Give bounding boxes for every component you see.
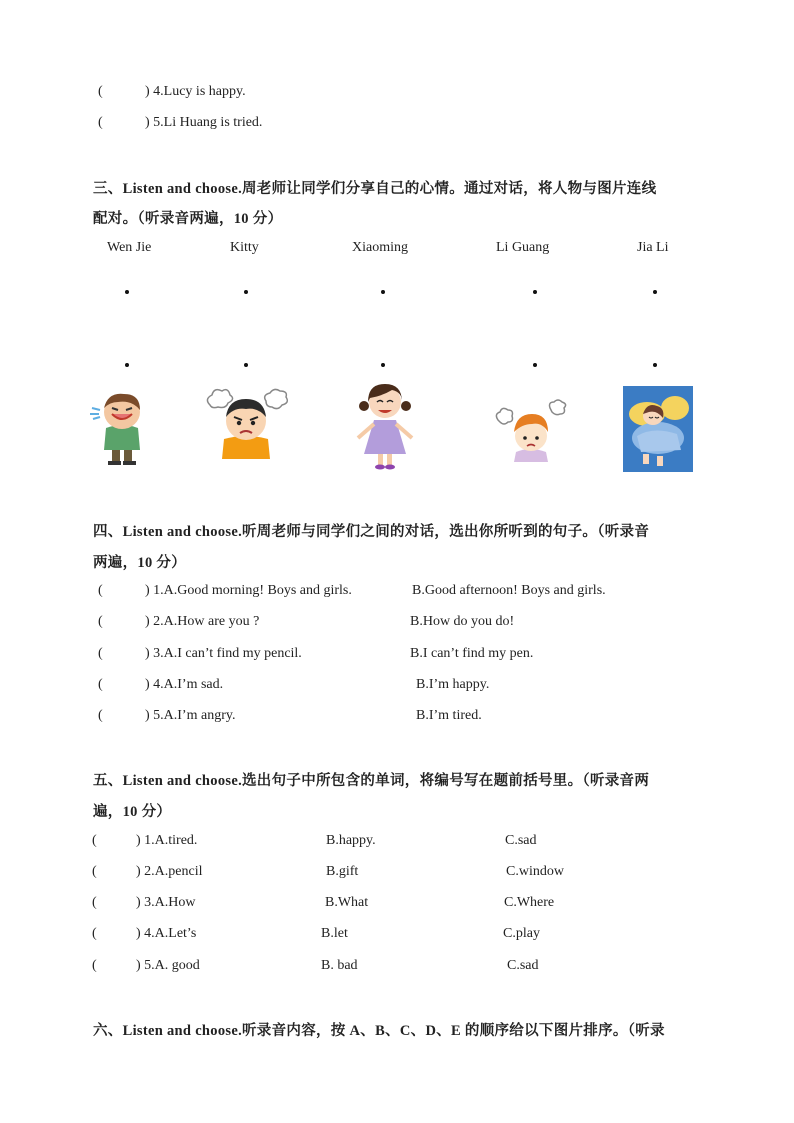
answer-paren-open[interactable]: ( bbox=[98, 84, 103, 99]
option-b: B.What bbox=[325, 895, 369, 910]
option-b: B.Good afternoon! Boys and girls. bbox=[412, 583, 606, 598]
match-dot-bottom[interactable] bbox=[533, 363, 537, 367]
option-a: ) 2.A.How are you ? bbox=[145, 614, 260, 629]
section3-heading-line1: 三、Listen and choose.周老师让同学们分享自己的心情。通过对话，将人物与图片连线 bbox=[93, 181, 657, 197]
option-c: C.sad bbox=[507, 958, 539, 973]
answer-paren-open[interactable]: ( bbox=[92, 926, 97, 941]
answer-paren-open[interactable]: ( bbox=[98, 115, 103, 130]
section4-heading-line1: 四、Listen and choose.听周老师与同学们之间的对话，选出你所听到的句子。（听录音 bbox=[93, 524, 650, 540]
section5-heading-line1: 五、Listen and choose.选出句子中所包含的单词，将编号写在题前括号里。（听录音两 bbox=[93, 773, 650, 789]
name-kitty: Kitty bbox=[230, 240, 259, 255]
answer-paren-open[interactable]: ( bbox=[92, 958, 97, 973]
answer-paren-open[interactable]: ( bbox=[98, 708, 103, 723]
answer-paren-open[interactable]: ( bbox=[92, 895, 97, 910]
question-text: ) 4.Lucy is happy. bbox=[145, 84, 246, 99]
match-dot-top[interactable] bbox=[653, 290, 657, 294]
option-a: ) 3.A.I can’t find my pencil. bbox=[145, 646, 302, 661]
option-a: ) 5.A.I’m angry. bbox=[145, 708, 236, 723]
option-c: C.play bbox=[503, 926, 540, 941]
happy-girl-picture bbox=[352, 380, 418, 470]
crying-boy-picture bbox=[88, 388, 158, 466]
option-a: ) 1.A.tired. bbox=[136, 833, 198, 848]
answer-paren-open[interactable]: ( bbox=[92, 864, 97, 879]
match-dot-top[interactable] bbox=[125, 290, 129, 294]
option-b: B.I can’t find my pen. bbox=[410, 646, 534, 661]
match-dot-bottom[interactable] bbox=[653, 363, 657, 367]
answer-paren-open[interactable]: ( bbox=[98, 646, 103, 661]
angry-boy-picture bbox=[200, 385, 292, 463]
option-c: C.Where bbox=[504, 895, 555, 910]
option-a: ) 4.A.Let’s bbox=[136, 926, 197, 941]
match-dot-top[interactable] bbox=[244, 290, 248, 294]
section3-heading-line2: 配对。（听录音两遍，10 分） bbox=[93, 211, 283, 227]
option-b: B.gift bbox=[326, 864, 359, 879]
name-xiaoming: Xiaoming bbox=[352, 240, 408, 255]
answer-paren-open[interactable]: ( bbox=[98, 614, 103, 629]
match-dot-bottom[interactable] bbox=[244, 363, 248, 367]
match-dot-bottom[interactable] bbox=[381, 363, 385, 367]
section4-heading-line2: 两遍，10 分） bbox=[93, 555, 187, 571]
option-a: ) 2.A.pencil bbox=[136, 864, 203, 879]
section5-heading-line2: 遍，10 分） bbox=[93, 804, 172, 820]
answer-paren-open[interactable]: ( bbox=[98, 583, 103, 598]
option-a: ) 3.A.How bbox=[136, 895, 196, 910]
option-a: ) 5.A. good bbox=[136, 958, 200, 973]
option-b: B. bad bbox=[321, 958, 358, 973]
answer-paren-open[interactable]: ( bbox=[98, 677, 103, 692]
option-a: ) 4.A.I’m sad. bbox=[145, 677, 224, 692]
option-a: ) 1.A.Good morning! Boys and girls. bbox=[145, 583, 352, 598]
name-jia-li: Jia Li bbox=[637, 240, 669, 255]
angry-girl-picture bbox=[492, 398, 572, 470]
match-dot-top[interactable] bbox=[533, 290, 537, 294]
option-b: B.let bbox=[321, 926, 348, 941]
tired-girl-picture bbox=[623, 386, 693, 472]
section6-heading-line1: 六、Listen and choose.听录音内容，按 A、B、C、D、E 的顺序给以下图片排序。（听录 bbox=[93, 1023, 665, 1039]
match-dot-top[interactable] bbox=[381, 290, 385, 294]
match-dot-bottom[interactable] bbox=[125, 363, 129, 367]
option-c: C.window bbox=[506, 864, 564, 879]
option-c: C.sad bbox=[505, 833, 537, 848]
name-wen-jie: Wen Jie bbox=[107, 240, 152, 255]
question-text: ) 5.Li Huang is tried. bbox=[145, 115, 263, 130]
name-li-guang: Li Guang bbox=[496, 240, 550, 255]
option-b: B.happy. bbox=[326, 833, 376, 848]
option-b: B.I’m happy. bbox=[416, 677, 490, 692]
option-b: B.How do you do! bbox=[410, 614, 515, 629]
option-b: B.I’m tired. bbox=[416, 708, 482, 723]
answer-paren-open[interactable]: ( bbox=[92, 833, 97, 848]
